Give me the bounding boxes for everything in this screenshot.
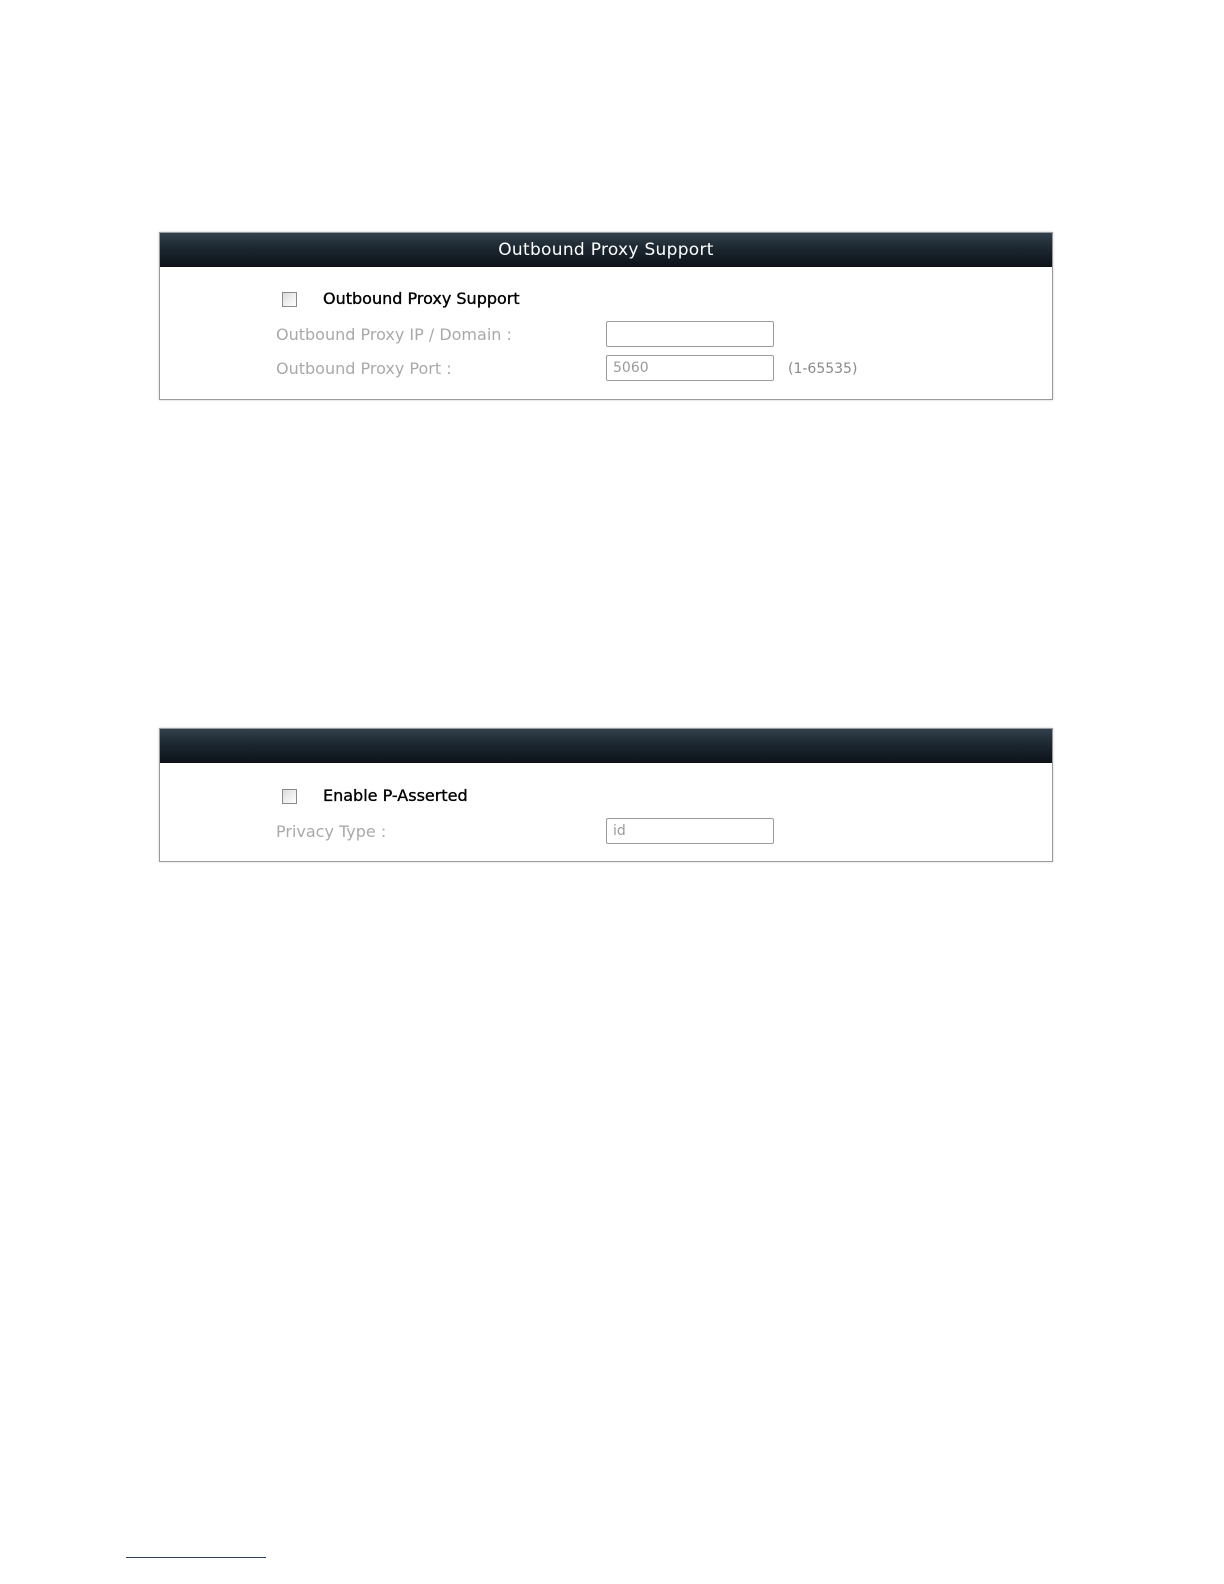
- privacy-type-row: [160, 818, 1052, 846]
- p-asserted-enable-row: [160, 783, 1052, 811]
- port-range-hint: (1-65535): [788, 361, 858, 377]
- outbound-proxy-ip-row: [160, 321, 1052, 349]
- outbound-proxy-panel: [159, 232, 1053, 400]
- enable-p-asserted-label: Enable P-Asserted: [323, 786, 468, 805]
- outbound-proxy-port-input[interactable]: [606, 355, 774, 381]
- outbound-proxy-ip-label: Outbound Proxy IP / Domain :: [276, 325, 512, 344]
- p-asserted-panel: [159, 728, 1053, 862]
- outbound-proxy-ip-input[interactable]: [606, 321, 774, 347]
- privacy-type-input[interactable]: [606, 818, 774, 844]
- p-asserted-header: [160, 729, 1052, 763]
- privacy-type-label: Privacy Type :: [276, 822, 387, 841]
- outbound-proxy-port-row: [160, 355, 1052, 383]
- outbound-proxy-support-checkbox[interactable]: [282, 292, 297, 307]
- enable-p-asserted-checkbox[interactable]: [282, 789, 297, 804]
- outbound-proxy-support-label: Outbound Proxy Support: [323, 289, 520, 308]
- outbound-proxy-enable-row: [160, 286, 1052, 314]
- footnote-separator: [126, 1557, 266, 1558]
- outbound-proxy-port-label: Outbound Proxy Port :: [276, 359, 452, 378]
- outbound-proxy-header: Outbound Proxy Support: [160, 233, 1052, 267]
